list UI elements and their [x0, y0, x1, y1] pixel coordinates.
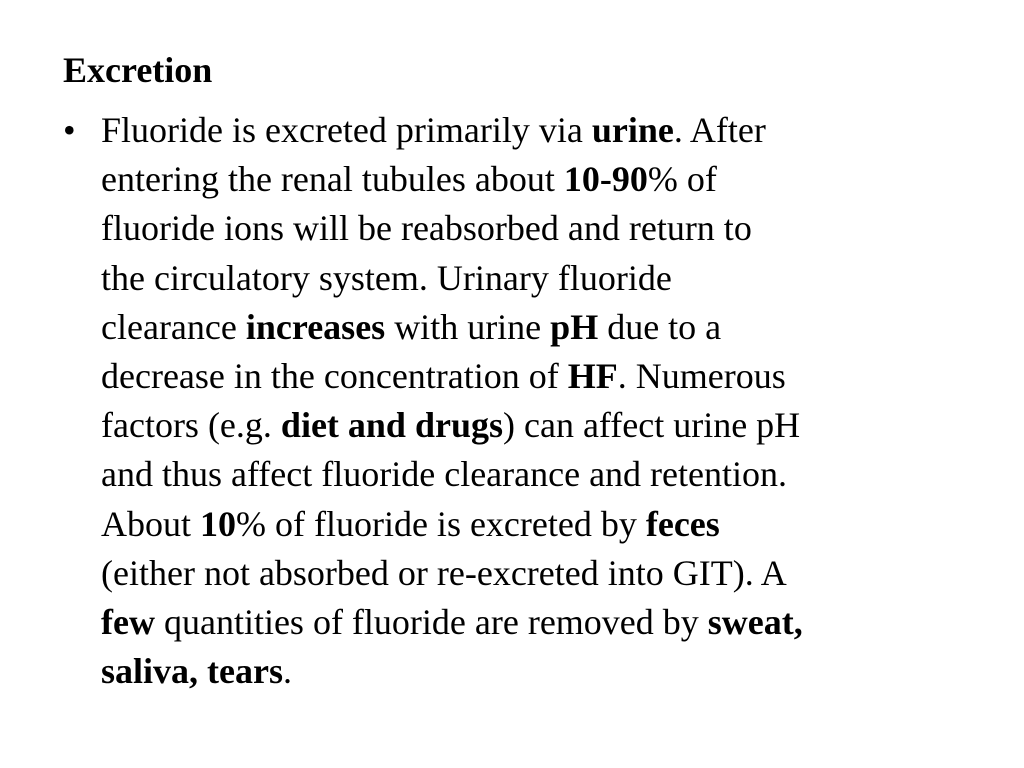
bold-text-segment: 10-90 [563, 159, 648, 200]
paragraph-line [101, 598, 1003, 647]
paragraph-line [101, 303, 1003, 352]
paragraph-line [101, 401, 1003, 450]
bold-text-segment: increases [245, 306, 386, 347]
text-segment: the circulatory system. Urinary fluoride [101, 257, 672, 298]
paragraph-line [101, 500, 1003, 549]
bold-text-segment: feces [645, 503, 720, 544]
text-segment: quantities of fluoride are removed by [154, 602, 708, 643]
bold-text-segment: diet and drugs [280, 405, 503, 446]
text-segment: % of fluoride is excreted by [236, 503, 646, 544]
text-segment: with urine [385, 306, 551, 347]
bold-text-segment: sweat, [707, 602, 803, 643]
text-segment: . [282, 651, 292, 692]
paragraph-line [101, 106, 1003, 155]
bold-text-segment: HF [567, 356, 618, 397]
text-segment: decrease in the concentration of [101, 356, 568, 397]
paragraph-line [101, 352, 1003, 401]
bullet-paragraph [101, 106, 1003, 696]
bold-text-segment: pH [550, 306, 599, 347]
text-segment: . Numerous [617, 356, 786, 397]
paragraph-line [101, 450, 1003, 499]
text-segment: due to a [598, 306, 722, 347]
text-segment: fluoride ions will be reabsorbed and return to [101, 208, 752, 249]
text-segment: ) can affect urine pH [503, 405, 801, 446]
slide-heading: Excretion [63, 50, 213, 90]
paragraph-line [101, 549, 1003, 598]
bold-text-segment: saliva, tears [101, 651, 283, 692]
bold-text-segment: urine [591, 110, 674, 150]
text-segment: . After [673, 110, 766, 150]
bold-text-segment: few [101, 602, 155, 643]
bullet-icon: • [63, 110, 76, 150]
text-segment: clearance [101, 306, 246, 347]
paragraph-line [101, 204, 1003, 253]
text-segment: factors (e.g. [101, 405, 281, 446]
text-segment: entering the renal tubules about [101, 159, 564, 200]
text-segment: (either not absorbed or re-excreted into GIT). A [101, 552, 787, 593]
paragraph-line [101, 647, 1003, 696]
text-segment: Fluoride is excreted primarily via [101, 110, 592, 150]
text-segment: and thus affect fluoride clearance and retention. [101, 454, 788, 495]
bold-text-segment: 10 [200, 503, 236, 544]
text-segment: About [101, 503, 200, 544]
paragraph-line [101, 155, 1003, 204]
text-segment: % of [647, 159, 717, 200]
paragraph-line [101, 254, 1003, 303]
